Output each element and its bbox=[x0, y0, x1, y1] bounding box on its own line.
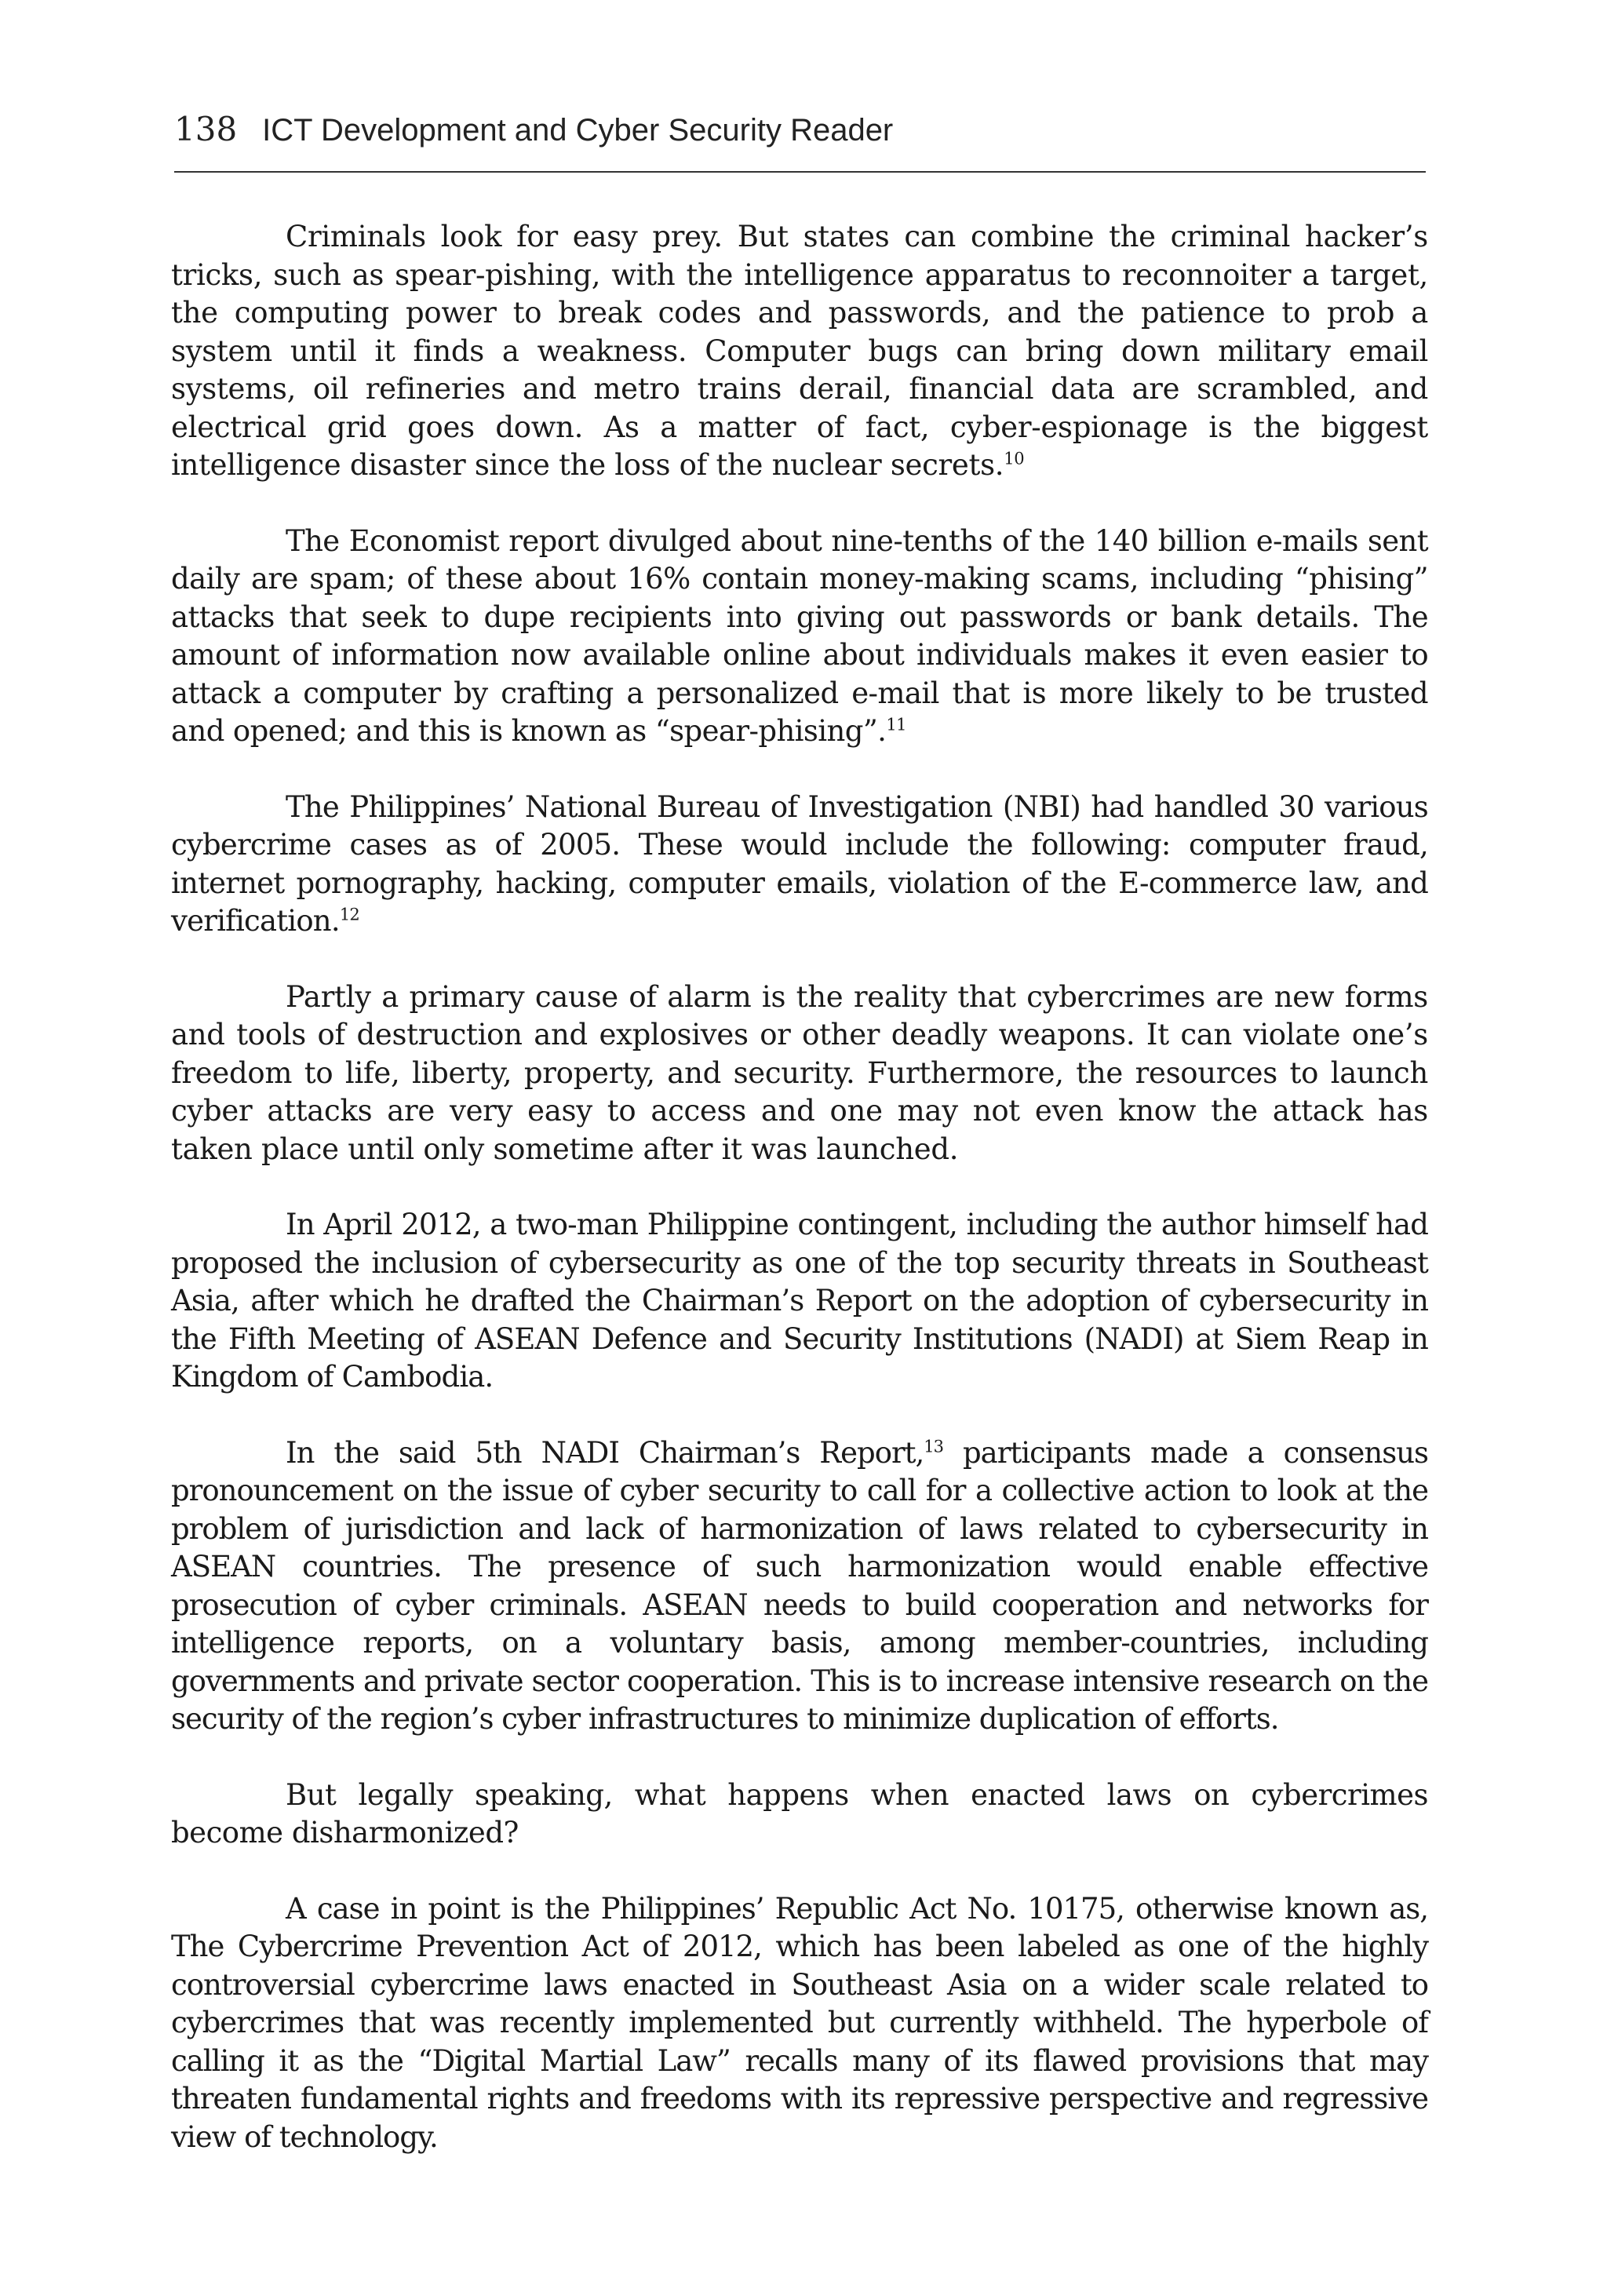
paragraph-april-2012 bbox=[171, 1206, 1428, 1397]
book-title: ICT Development and Cyber Security Reader bbox=[262, 113, 894, 148]
paragraph-text: The Philippines’ National Bureau of Investigation (NBI) had handled 30 various cybercrime cases as of 2005. These would include the following: computer fraud, internet pornography, hacking, computer emails, violation of the E-commerce law, and verification. bbox=[171, 789, 1428, 938]
paragraph-text: participants made a consensus pronouncement on the issue of cyber security to call for a collective action to look at the problem of jurisdiction and lack of harmonization of laws related to cybersecurity in ASEAN countries. The presence of such harmonization would enable effective prosecution of cyber criminals. ASEAN needs to build cooperation and networks for intelligence reports, on a voluntary basis, among member-countries, including governments and private sector cooperation. This is to increase intensive research on the security of the region’s cyber infrastructures to minimize duplication of efforts. bbox=[171, 1435, 1429, 1736]
footnote-marker: 13 bbox=[924, 1437, 944, 1456]
paragraph-economist bbox=[171, 523, 1428, 751]
paragraph-legally-speaking bbox=[171, 1777, 1428, 1853]
body-text bbox=[171, 218, 1428, 2194]
paragraph-nbi bbox=[171, 789, 1428, 941]
paragraph-text: In the said 5th NADI Chairman’s Report, bbox=[286, 1435, 924, 1470]
page-number: 138 bbox=[174, 110, 238, 148]
paragraph-text: A case in point is the Philippines’ Republic Act No. 10175, otherwise known as, The Cybercrime Prevention Act of 2012, which has been labeled as one of the highly controversial cybercrime laws enacted in Southeast Asia on a wider scale related to cybercrimes that was recently implemented but currently withheld. The hyperbole of calling it as the “Digital Martial Law” recalls many of its flawed provisions that may threaten fundamental rights and freedoms with its repressive perspective and regressive view of technology. bbox=[171, 1891, 1428, 2154]
paragraph-alarm bbox=[171, 979, 1428, 1169]
paragraph-nadi-report bbox=[171, 1434, 1428, 1739]
paragraph-text: Criminals look for easy prey. But states can combine the criminal hacker’s tricks, such as spear-pishing, with the intelligence apparatus to reconnoiter a target, the computing power to break codes and passwords, and the patience to prob a system until it finds a weakness. Computer bugs can bring down military email systems, oil refineries and metro trains derail, financial data are scrambled, and electrical grid goes down. As a matter of fact, cyber-espionage is the biggest intelligence disaster since the loss of the nuclear secrets. bbox=[171, 220, 1428, 482]
paragraph-text: But legally speaking, what happens when enacted laws on cybercrimes become disharmonized? bbox=[171, 1777, 1428, 1850]
paragraph-cybercrime-act bbox=[171, 1890, 1428, 2157]
paragraph-text: Partly a primary cause of alarm is the reality that cybercrimes are new forms and tools of destruction and explosives or other deadly weapons. It can violate one’s freedom to life, liberty, property, and security. Furthermore, the resources to launch cyber attacks are very easy to access and one may not even know the attack has taken place until only sometime after it was launched. bbox=[171, 979, 1428, 1166]
footnote-marker: 10 bbox=[1004, 449, 1025, 468]
running-header bbox=[174, 110, 1426, 157]
paragraph-text: The Economist report divulged about nine-tenths of the 140 billion e-mails sent daily are spam; of these about 16% contain money-making scams, including “phising” attacks that seek to dupe recipients into giving out passwords or bank details. The amount of information now available online about individuals makes it even easier to attack a computer by crafting a personalized e-mail that is more likely to be trusted and opened; and this is known as “spear-phising”. bbox=[171, 523, 1428, 748]
paragraph-text: In April 2012, a two-man Philippine contingent, including the author himself had proposed the inclusion of cybersecurity as one of the top security threats in Southeast Asia, after which he drafted the Chairman’s Report on the adoption of cybersecurity in the Fifth Meeting of ASEAN Defence and Security Institutions (NADI) at Siem Reap in Kingdom of Cambodia. bbox=[171, 1208, 1428, 1394]
paragraph-criminals bbox=[171, 218, 1428, 485]
footnote-marker: 12 bbox=[339, 905, 359, 924]
header-rule bbox=[174, 171, 1426, 173]
footnote-marker: 11 bbox=[886, 715, 906, 734]
